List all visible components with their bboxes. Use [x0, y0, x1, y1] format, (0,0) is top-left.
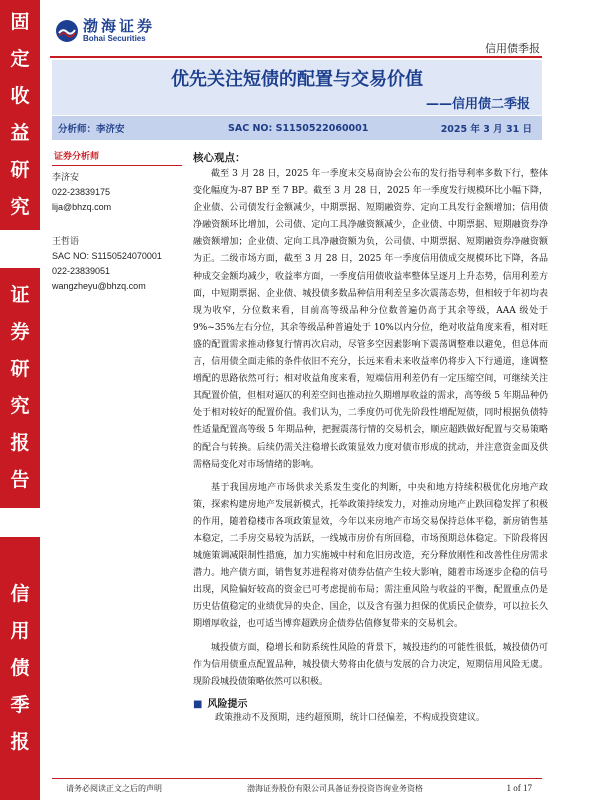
analyst-label: 分析师：李济安 — [58, 124, 125, 135]
core-view-heading: 核心观点： — [193, 152, 246, 164]
document-type: 信用债季报 — [485, 42, 540, 55]
sidebar-char: 收 — [10, 85, 30, 107]
logo-name-cn: 渤海证券 — [83, 17, 156, 35]
sidebar-char: 报 — [10, 731, 30, 753]
bohai-logo-icon — [55, 19, 79, 43]
bullet-icon: ■ — [193, 698, 203, 710]
report-title: 优先关注短债的配置与交易价值 — [171, 69, 423, 90]
sidebar-label-credit-quarterly — [0, 537, 40, 800]
sidebar-char: 定 — [10, 48, 30, 70]
sidebar-char: 券 — [10, 321, 30, 343]
sidebar-char: 季 — [10, 694, 30, 716]
sidebar-char: 益 — [10, 122, 30, 144]
sidebar-char: 固 — [10, 11, 30, 33]
sidebar-label-research-report — [0, 268, 40, 508]
analyst-email[interactable]: wangzheyu@bhzq.com — [52, 281, 146, 291]
body-paragraph: 城投债方面，稳增长和防系统性风险的背景下，城投违约的可能性很低，城投债仍可作为信用债重点配置品种，城投债大势将由化债与发展的合力决定，短期信用风险无虞。现阶段城投债策略依然可以积极。 — [193, 642, 548, 687]
footer-company: 渤海证券股份有限公司具备证券投资咨询业务资格 — [247, 784, 423, 793]
analyst-phone: 022-23839175 — [52, 187, 111, 197]
report-subtitle: ——信用债二季报 — [425, 97, 530, 112]
title-banner — [52, 60, 542, 115]
sidebar-char: 信 — [10, 583, 30, 605]
report-meta-bar — [52, 116, 542, 140]
page-footer — [52, 778, 542, 794]
sidebar-char: 报 — [10, 432, 30, 454]
sidebar-char: 债 — [10, 657, 30, 679]
sidebar-char: 用 — [10, 620, 30, 642]
analyst-panel — [52, 146, 182, 294]
sidebar-char: 研 — [10, 159, 30, 181]
risk-heading — [193, 695, 548, 711]
analyst-email[interactable]: lija@bhzq.com — [52, 202, 112, 212]
analyst-sac: SAC NO: S1150524070001 — [52, 251, 162, 261]
body-paragraph: 截至 3 月 28 日，2025 年一季度末交易商协会公布的发行指导利率多数下行，整体变化幅度为-87 BP 至 7 BP。截至 3 月 28 日，2025 年一季度发行规模环比小幅下降，企业债、公司债发行金额减少，中期票据、短期融资券、定向工具发行金额增加；信用债净融资额环比增加，公司债、定向工具净融资额减少，企业债、中期票据、短期融资券净融资额增加；企业债、定向工具净融资额为负，公司债、中期票据、短期融资券净融资额为正。二级市场方面，截至 3 月 28 日，2025 年一季度信用债成交规模环比下降，各品种成交金额均减少，收益率方面，一季度信用债收益率整体呈逐月上升态势，信用利差方面，中短期票据、企业债、城投债多数品种信用利差呈多次震荡态势，但相较于年初均表现为收窄，分位数来看，目前高等级品种分位数普遍仍高于其余等级，AAA 级处于 9%~35%左右分位，其余等级品种普遍处于 10%以内分位，绝对收益角度来看，相对旺盛的配置需求推动修复行情再次启动，尽管多空因素影响下震荡调整难以避免，但总体而言，信用债全面走熊的条件依旧不充分，长远来看未来收益率仍将步入下行通道，逢调整增配的思路依然可行；相对收益角度来看，短端信用利差仍有一定压缩空间，可继续关注其配置价值，但相对逼仄的利差空间也推动拉久期增厚收益的需求，高等级 5 年期品种仍处于相对较好的配置价值。我们认为，二季度仍可优先阶段性增配短债，同时根据负债特性适量配置高等级 5 年期品种，把握震荡行情的交易机会，顺应超跌做好配置与交易策略的配合与转换。后续仍需关注稳增长政策显效力度对债市形成的扰动，并注意资金面及供需格局变化对市场情绪的影响。 — [193, 169, 548, 470]
risk-heading-text: 风险提示 — [207, 698, 248, 710]
logo-name-en: Bohai Securities — [83, 34, 146, 43]
analyst-phone: 022-23839051 — [52, 266, 111, 276]
footer-disclaimer: 请务必阅读正文之后的声明 — [66, 784, 162, 793]
sidebar-char: 究 — [10, 395, 30, 417]
analyst-name: 王哲语 — [52, 236, 80, 246]
sidebar-char: 告 — [10, 469, 30, 491]
body-paragraph: 基于我国房地产市场供求关系发生变化的判断，中央和地方持续积极优化房地产政策，探索构建房地产发展新模式，托举政策持续发力，对推动房地产止跌回稳发挥了积极的作用，随着稳楼市各项政策显效，今年以来房地产市场交易保持总体平稳，新房销售基本稳定，二手房交易较为活跃，一线城市房价有所回稳，市场预期总体稳定。下阶段将因城施策调减限制性措施，加力实施城中村和危旧房改造，充分释放刚性和改善性住房需求潜力。地产债方面，销售复苏进程将对债券估值产生较大影响，随着市场逐步企稳的信号出现，风险偏好较高的资金已可考虑提前布局；需注重风险与收益的平衡，配置重点仍是历史估值稳定的业绩优异的央企、国企，以及含有强力担保的优质民企债券，可以拉长久期增厚收益，也可适当博弈超跌房企债券估值修复带来的交易机会。 — [193, 482, 548, 630]
header-divider — [50, 56, 542, 58]
sidebar-char: 证 — [10, 284, 30, 306]
main-content — [193, 150, 548, 726]
analyst-name: 李济安 — [52, 172, 80, 182]
sidebar-char: 研 — [10, 358, 30, 380]
left-sidebar — [0, 0, 40, 800]
company-logo — [55, 18, 155, 43]
sac-number: SAC NO: S1150522060001 — [228, 122, 369, 134]
report-date: 2025 年 3 月 31 日 — [440, 124, 532, 135]
sidebar-char: 究 — [10, 196, 30, 218]
page-number: 1 of 17 — [506, 783, 532, 793]
risk-text: 政策推动不及预期，违约超预期，统计口径偏差，不构成投资建议。 — [215, 712, 486, 723]
sidebar-label-fixed-income — [0, 0, 40, 230]
analyst-panel-heading: 证券分析师 — [52, 146, 182, 166]
